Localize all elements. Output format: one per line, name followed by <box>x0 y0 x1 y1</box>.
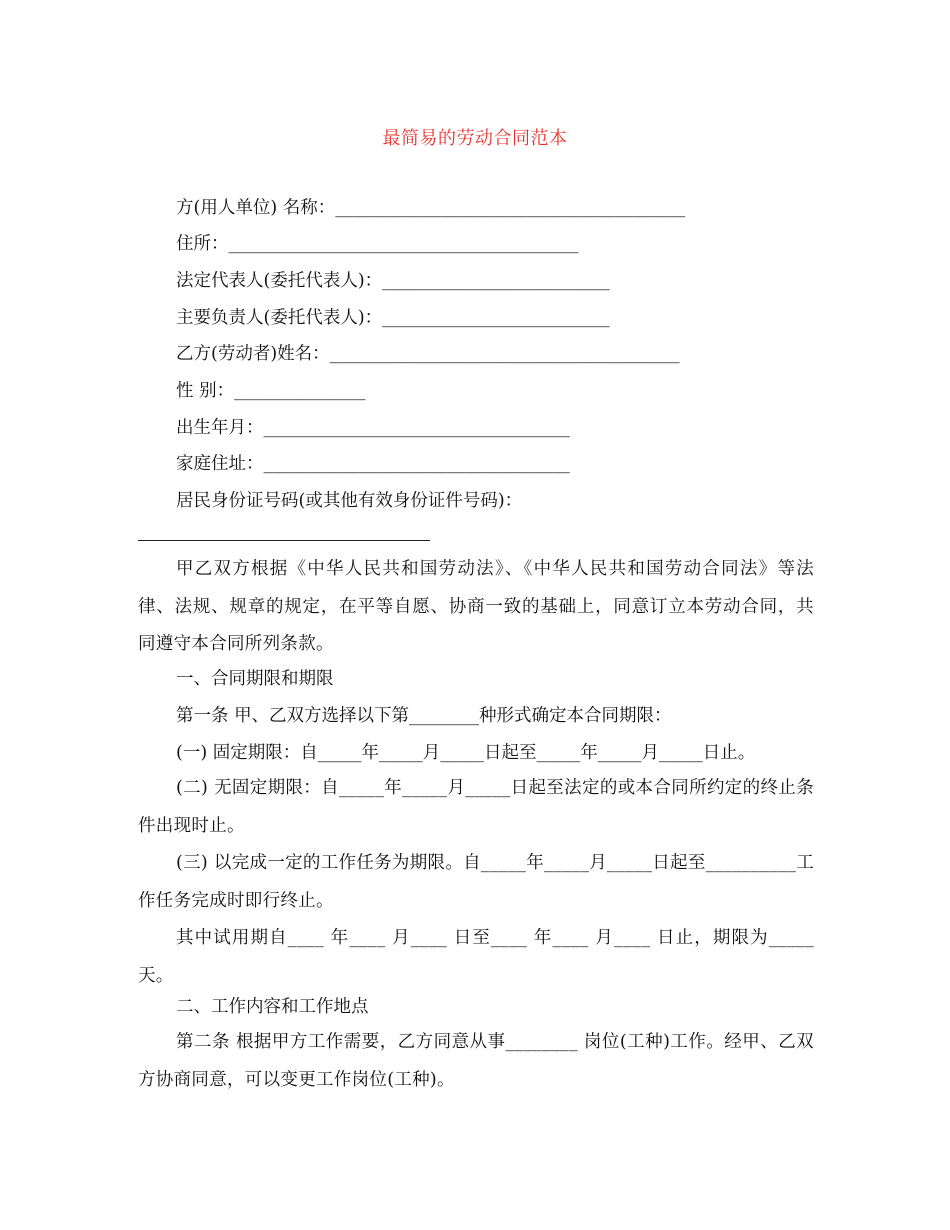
probation-period: 其中试用期自____ 年____ 月____ 日至____ 年____ 月____ 日止，期限为_____天。 <box>138 928 814 986</box>
address-field: 住所：________________________________________ <box>176 234 579 254</box>
employer-name-field: 方(用人单位) 名称：________________________________________ <box>176 198 686 218</box>
intro-paragraph: 甲乙双方根据《中华人民共和国劳动法》、《中华人民共和国劳动合同法》等法律、法规、规章的规定，在平等自愿、协商一致的基础上，同意订立本劳动合同，共同遵守本合同所列条款。 <box>138 559 814 654</box>
term-option-fixed: (一) 固定期限：自_____年_____月_____日起至_____年_____月_____日止。 <box>176 743 756 763</box>
home-address-field: 家庭住址：___________________________________ <box>176 454 570 474</box>
section-2-heading: 二、工作内容和工作地点 <box>176 997 369 1017</box>
legal-representative-field: 法定代表人(委托代表人)：__________________________ <box>176 271 610 291</box>
employee-name-field: 乙方(劳动者)姓名：________________________________________ <box>176 344 680 364</box>
article-2: 第二条 根据甲方工作需要，乙方同意从事________ 岗位(工种)工作。经甲、乙双方协商同意，可以变更工作岗位(工种)。 <box>138 1032 814 1090</box>
section-1-heading: 一、合同期限和期限 <box>176 669 334 689</box>
term-option-open-ended: (二) 无固定期限：自_____年_____月_____日起至法定的或本合同所约定的终止条件出现时止。 <box>138 778 814 836</box>
article-1: 第一条 甲、乙双方选择以下第________种形式确定本合同期限： <box>176 706 672 726</box>
principal-field: 主要负责人(委托代表人)：__________________________ <box>176 308 610 328</box>
document-title: 最简易的劳动合同范本 <box>382 128 568 149</box>
gender-field: 性 别：_______________ <box>176 381 366 401</box>
id-number-blank-line <box>138 540 430 541</box>
birth-date-field: 出生年月：___________________________________ <box>176 418 570 438</box>
id-number-field: 居民身份证号码(或其他有效身份证件号码)： <box>176 491 523 511</box>
term-option-task-based: (三) 以完成一定的工作任务为期限。自_____年_____月_____日起至__________工作任务完成时即行终止。 <box>138 853 814 911</box>
